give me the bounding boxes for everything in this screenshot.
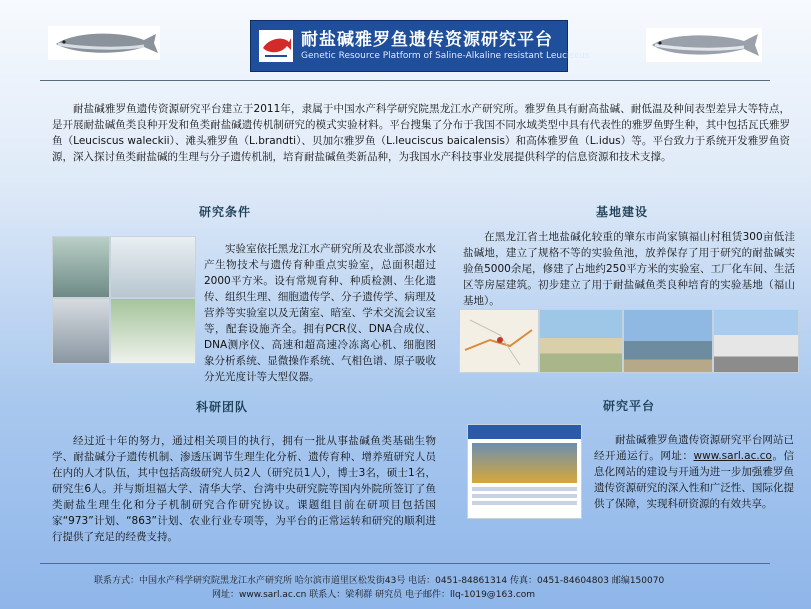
research-team-text: 经过近十年的努力，通过相关项目的执行，拥有一批从事盐碱鱼类基础生物学、耐盐碱分子遗传机制、渗透压调节生理生化分析、遗传育种、增养殖研究人员在内的人才队伍，其中包括高级研究人员2人（研究员1人），博士3名，硕士1名，研究生6人。并与斯坦福大学、清华大学、台湾中央研究院等国内外院所签订了鱼类耐盐生理生化和分子机制研究合作研究协议。课题组目前在研项目包括国家“973”计划、“863”计划、农业行业专项等，为平台的正常运转和研究的顺利进行提供了充足的经费支持。 — [52, 435, 436, 543]
research-platform-title: 研究平台 — [603, 399, 656, 413]
base-pond-photo-2 — [623, 309, 713, 373]
base-map-image — [459, 309, 539, 373]
title-banner — [250, 20, 590, 72]
lab-photo-2 — [110, 236, 196, 298]
footer-website-contact: 网址：www.sarl.ac.cn 联系人：梁利群 研究员 电子邮件：llq-1019@163.com — [212, 590, 536, 600]
map-icon — [460, 310, 538, 372]
bottom-divider — [40, 563, 770, 564]
top-divider — [40, 80, 770, 81]
base-pond-photo-1 — [539, 309, 623, 373]
base-construction-title: 基地建设 — [596, 205, 649, 219]
institute-logo-icon — [257, 28, 295, 64]
right-fish-image — [646, 28, 762, 62]
base-building-photo — [713, 309, 799, 373]
banner-title-en: Genetic Resource Platform of Saline-Alkaline resistant Leuciscus — [301, 51, 590, 61]
research-conditions-text: 实验室依托黑龙江水产研究所及农业部淡水水产生物技术与遗传育种重点实验室，总面积超过2000平方米。设有常规育种、种质检测、生化遗传、组织生理、细胞遗传学、分子遗传学、病理及营养等实验室以及无菌室、暗室、学术交流会议室等，配套设施齐全。拥有PCR仪、DNA合成仪、DNA测序仪、高速和超高速冷冻离心机、细胞图象分析系统、显微操作系统、气相色谱、原子吸收分光光度计等大型仪器。 — [204, 243, 436, 383]
website-header-bar — [468, 425, 581, 439]
banner-title-cn: 耐盐碱雅罗鱼遗传资源研究平台 — [301, 30, 553, 50]
lab-photo-3 — [52, 298, 110, 364]
lab-photo-1 — [52, 236, 110, 298]
left-fish-image — [48, 26, 160, 60]
base-construction-text: 在黑龙江省土地盐碱化较重的肇东市尚家镇福山村租赁300亩低洼盐碱地，建立了规格不等的实验鱼池，放养保存了用于研究的耐盐碱实验鱼5000余尾，修建了占地约250平方米的实验室、工厂化车间、生活区等房屋建筑。初步建立了用于耐盐碱鱼类良种培育的实验基地（福山基地）。 — [463, 231, 795, 307]
footer-contact: 联系方式：中国水产科学研究院黑龙江水产研究所 哈尔滨市道里区松发街43号 电话：0451-84861314 传真：0451-84604803 邮编150070 — [94, 576, 665, 586]
website-banner-image — [472, 443, 577, 483]
intro-text: 耐盐碱雅罗鱼遗传资源研究平台建立于2011年，隶属于中国水产科学研究院黑龙江水产研究所。雅罗鱼具有耐高盐碱、耐低温及种间表型差异大等特点，是开展耐盐碱鱼类良种开发和鱼类耐盐碱遗传机制研究的模式实验材料。平台搜集了分布于我国不同水域类型中具有代表性的雅罗鱼野生种，其中包括瓦氏雅罗鱼（Leuciscus waleckii）、滩头雅罗鱼（L.brandti）、贝加尔雅罗鱼（L.leuciscus baicalensis）和高体雅罗鱼（L.idus）等。平台致力于系统开发雅罗鱼资源，深入探讨鱼类耐盐碱的生理与分子遗传机制，培育耐盐碱鱼类新品种，为我国水产科技事业发展提供科学的信息资源和技术支撑。 — [52, 103, 790, 163]
platform-website-link[interactable]: www.sarl.ac.co — [693, 450, 772, 462]
research-platform-text: 耐盐碱雅罗鱼遗传资源研究平台网站已经开通运行。网址：www.sarl.ac.co。信息化网站的建设与开通为进一步加强雅罗鱼遗传资源研究的深入性和广泛性、国际化提供了保障，实现科研资源的有效共享。 — [594, 434, 795, 510]
lab-photo-4 — [110, 298, 196, 364]
website-screenshot — [467, 424, 582, 519]
research-conditions-title: 研究条件 — [199, 205, 252, 219]
research-team-title: 科研团队 — [196, 400, 249, 414]
intro-paragraph — [52, 101, 790, 165]
